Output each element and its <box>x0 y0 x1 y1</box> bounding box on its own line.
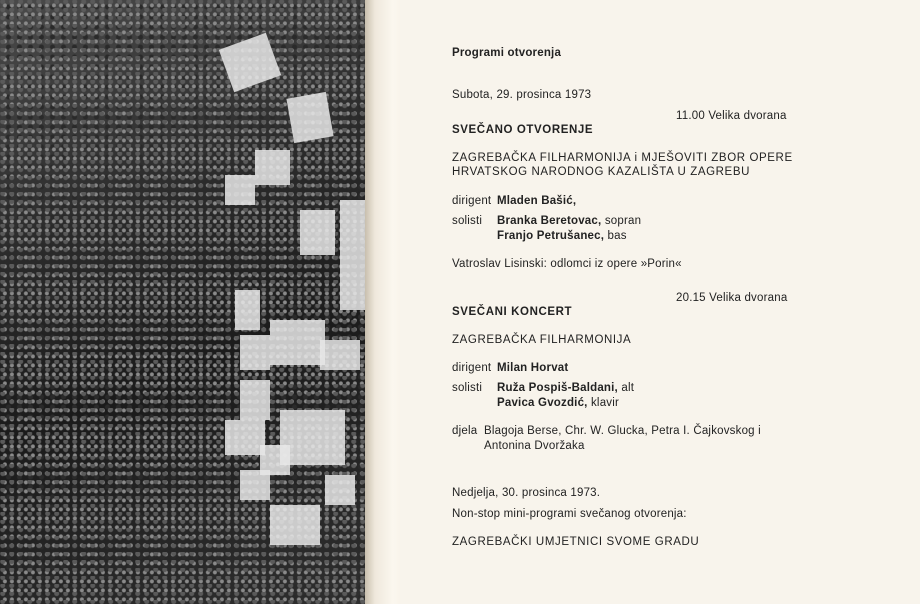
program-page <box>400 0 920 604</box>
event2-conductor-name: Milan Horvat <box>497 362 569 374</box>
page-header: Programi otvorenja <box>452 47 562 59</box>
event2-soloist1-voice: alt <box>621 382 635 394</box>
orchestra-photo <box>0 0 365 604</box>
event2-conductor-label: dirigent <box>452 362 492 374</box>
event2-soloist2-voice: klavir <box>590 397 620 409</box>
event1-ensemble-line2: HRVATSKOG NARODNOG KAZALIŠTA U ZAGREBU <box>452 166 750 178</box>
event1-program: Vatroslav Lisinski: odlomci iz opere »Porin« <box>452 258 682 270</box>
event1-soloist2-voice: bas <box>607 230 627 242</box>
day2-intro: Non-stop mini-programi svečanog otvorenja: <box>452 508 687 520</box>
event1-title: SVEČANO OTVORENJE <box>452 124 594 136</box>
event1-soloist2-name: Franjo Petrušanec, <box>497 230 605 242</box>
event1-conductor-label: dirigent <box>452 195 492 207</box>
event1-conductor-name: Mladen Bašić, <box>497 195 577 207</box>
event1-soloist1-name: Branka Beretovac, <box>497 215 602 227</box>
event1-soloist1 <box>497 215 641 227</box>
event1-time-venue: 11.00 Velika dvorana <box>676 110 787 122</box>
event2-ensemble: ZAGREBAČKA FILHARMONIJA <box>452 334 632 346</box>
event1-soloists-label: solisti <box>452 215 483 227</box>
event2-works-label: djela <box>452 425 478 437</box>
day2-title: ZAGREBAČKI UMJETNICI SVOME GRADU <box>452 536 700 548</box>
event1-soloist2 <box>497 230 627 242</box>
day2-date: Nedjelja, 30. prosinca 1973. <box>452 487 601 499</box>
event1-soloist1-voice: sopran <box>604 215 642 227</box>
left-page <box>0 0 392 604</box>
event2-works-line2: Antonina Dvoržaka <box>484 440 585 452</box>
event2-soloist1-name: Ruža Pospiš-Baldani, <box>497 382 618 394</box>
event2-soloist1 <box>497 382 634 394</box>
event2-soloist2 <box>497 397 619 409</box>
event2-time-venue: 20.15 Velika dvorana <box>676 292 788 304</box>
event2-works-line1: Blagoja Berse, Chr. W. Glucka, Petra I. Čajkovskog i <box>484 425 761 437</box>
day1-date: Subota, 29. prosinca 1973 <box>452 89 592 101</box>
event2-title: SVEČANI KONCERT <box>452 306 573 318</box>
page-gutter <box>365 0 405 604</box>
event2-soloists-label: solisti <box>452 382 483 394</box>
event1-ensemble-line1: ZAGREBAČKA FILHARMONIJA i MJEŠOVITI ZBOR OPERE <box>452 152 793 164</box>
event2-soloist2-name: Pavica Gvozdić, <box>497 397 588 409</box>
